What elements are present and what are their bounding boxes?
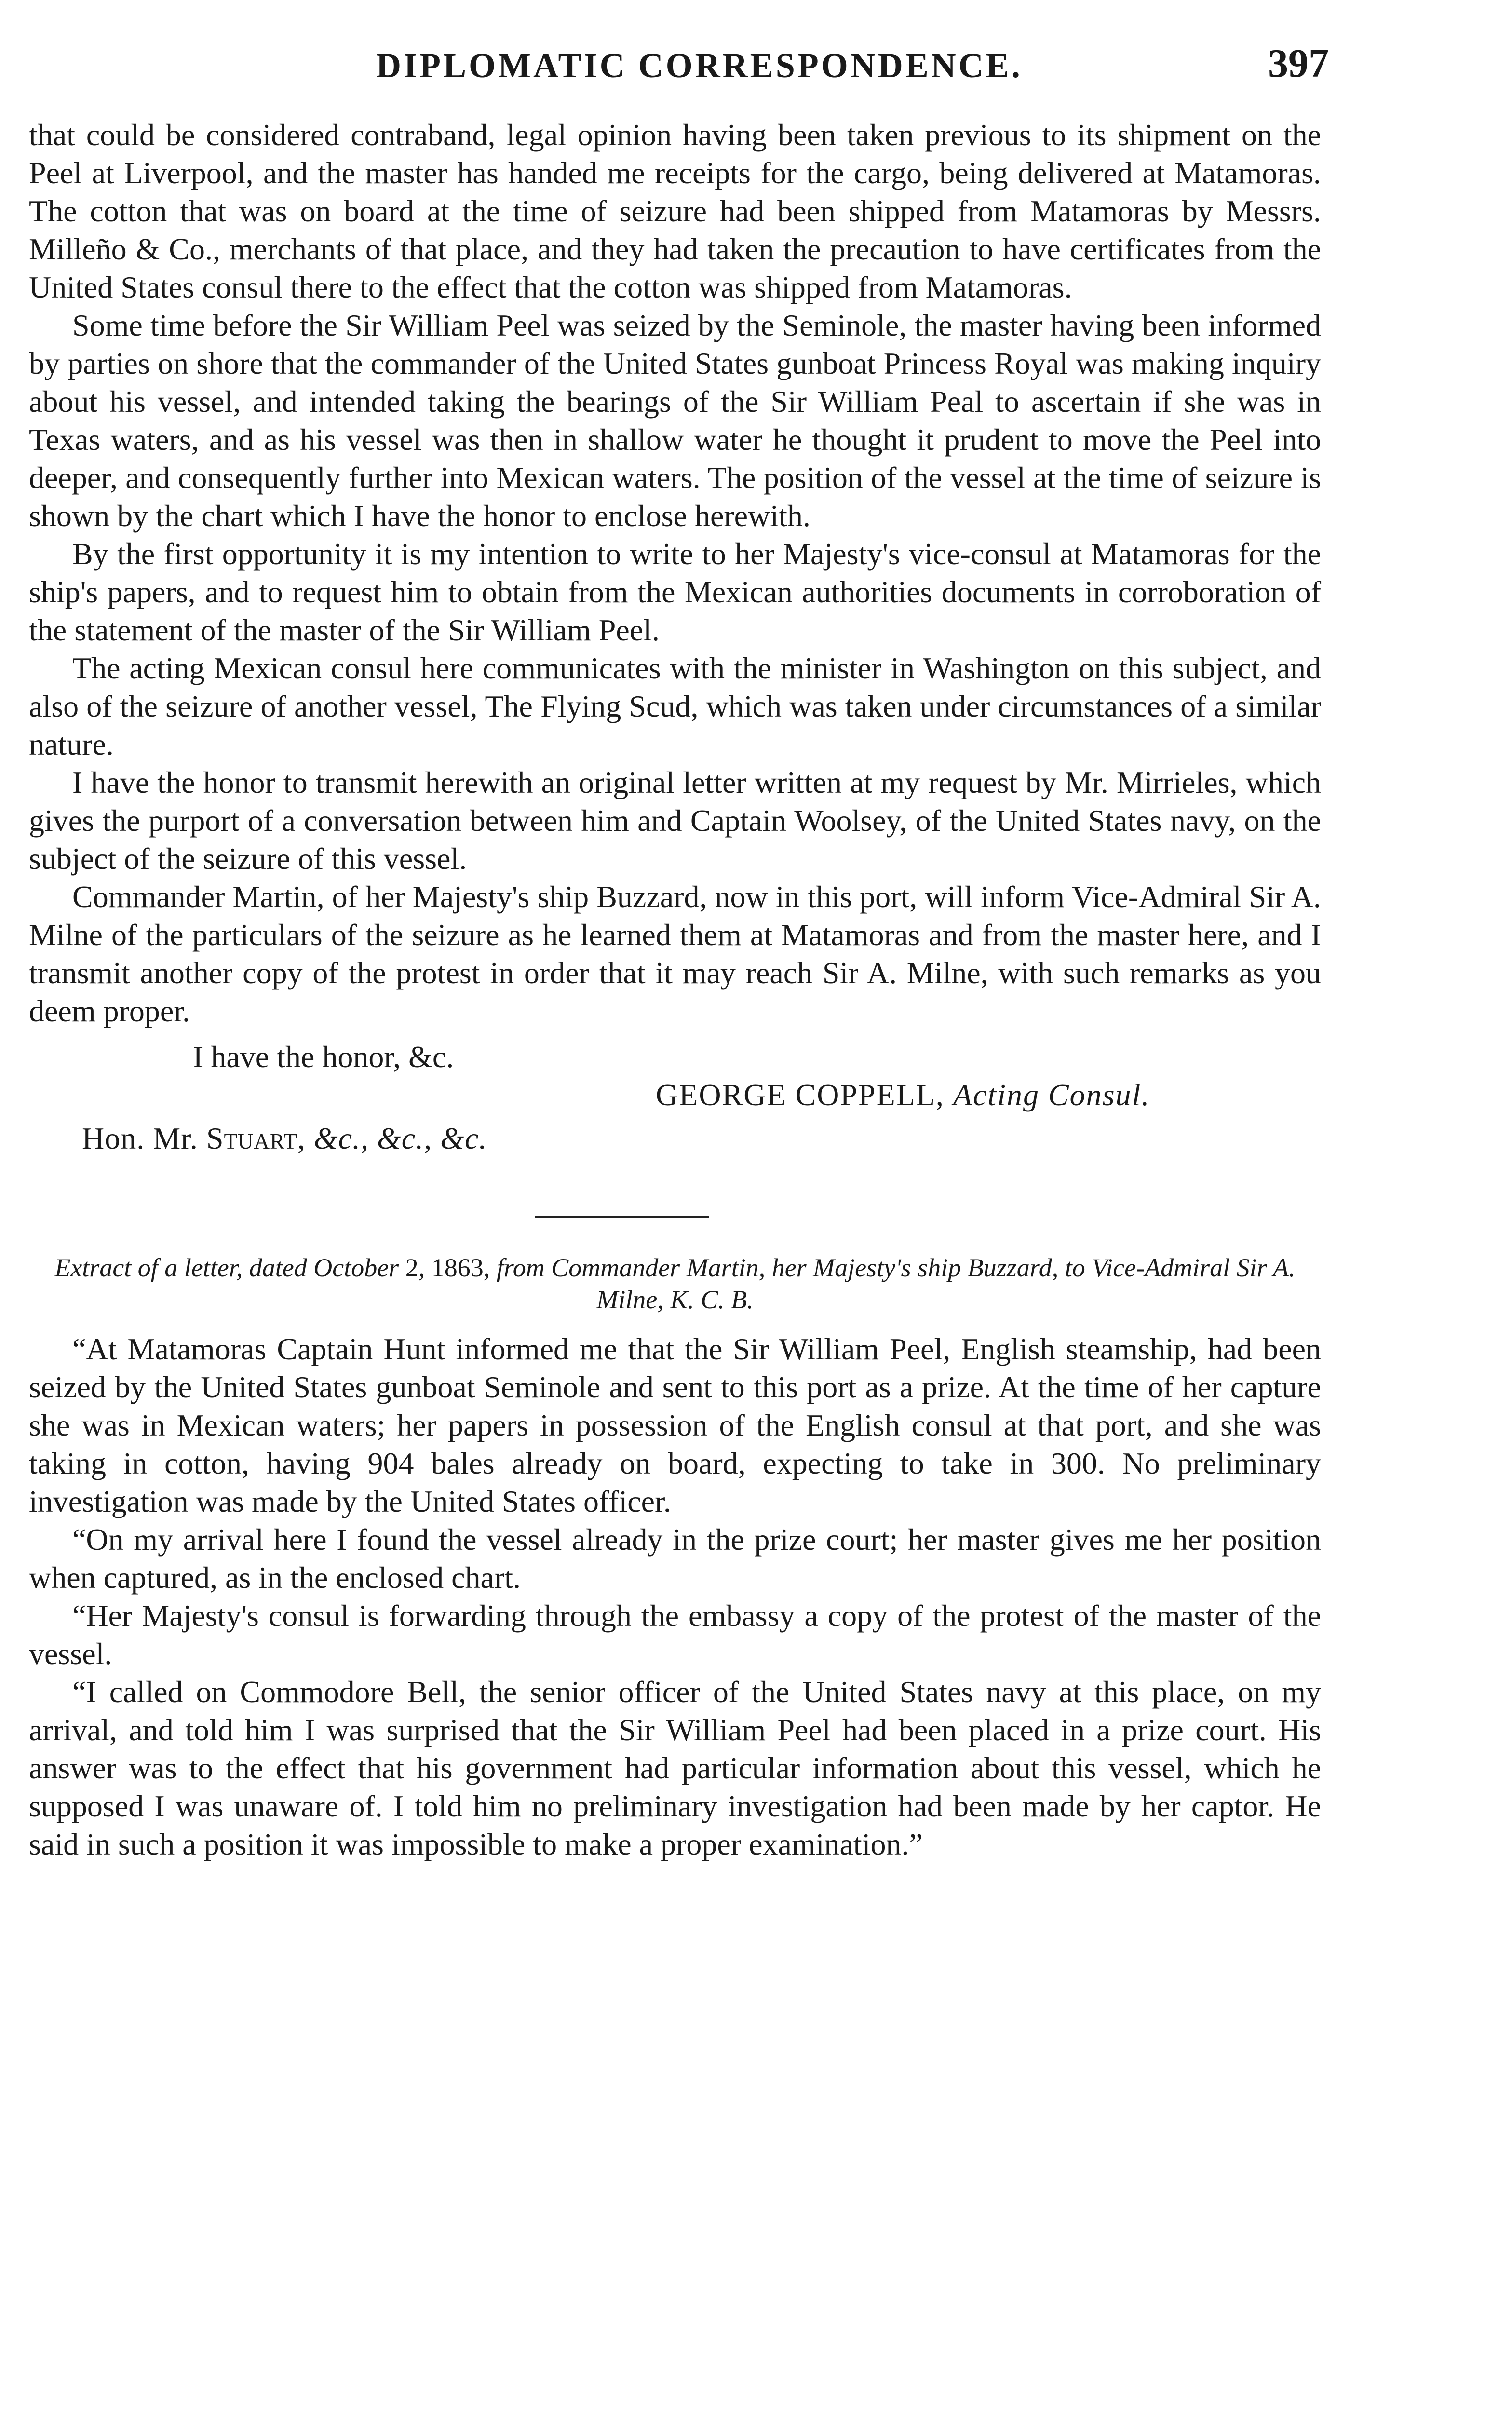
quote-paragraph: “Her Majesty's consul is forwarding through the embassy a copy of the protest of the master of the vessel. bbox=[29, 1598, 1321, 1671]
signature-title: Acting Consul. bbox=[953, 1078, 1150, 1112]
quote-paragraph: “At Matamoras Captain Hunt informed me that the Sir William Peel, English steamship, had been seized by the United States gunboat Seminole and sent to this port as a prize. At the time of her capture she was in Mexican waters; her papers in possession of the English consul at that port, and she was taking in cotton, having 904 bales already on board, expecting to take in 300. No preliminary investigation was made by the United States officer. bbox=[29, 1332, 1321, 1518]
closing-text: I have the honor, &c. bbox=[193, 1040, 454, 1074]
paragraph-continuation: that could be considered contraband, legal opinion having been taken previous to its shipment on the Peel at Liverpool, and the master has handed me receipts for the cargo, being delivered at Matamoras. The cotton that was on board at the time of seizure had been shipped from Matamoras by Messrs. Milleño & Co., merchants of that place, and they had taken the precaution to have certificates from the United States consul there to the effect that the cotton was shipped from Matamoras. bbox=[29, 118, 1321, 304]
addressee-suffix: &c., &c., &c. bbox=[313, 1121, 487, 1155]
page-header bbox=[29, 41, 1331, 94]
running-title: DIPLOMATIC CORRESPONDENCE. bbox=[376, 46, 1023, 85]
extract-heading-part1: Extract of a letter, dated October bbox=[54, 1253, 399, 1282]
closing-line bbox=[29, 1038, 1321, 1076]
signature-name: GEORGE COPPELL, bbox=[656, 1078, 945, 1112]
section-divider bbox=[535, 1216, 709, 1218]
paragraph: Some time before the Sir William Peel was seized by the Seminole, the master having been informed by parties on shore that the commander of the United States gunboat Princess Royal was making inquiry about his vessel, and intended taking the bearings of the Sir William Peal to ascertain if she was in Texas waters, and as his vessel was then in shallow water he thought it prudent to move the Peel into deeper, and consequently further into Mexican waters. The position of the vessel at the time of seizure is shown by the chart which I have the honor to enclose herewith. bbox=[29, 308, 1321, 533]
signature-line bbox=[656, 1076, 1150, 1114]
quote-paragraph: “I called on Commodore Bell, the senior officer of the United States navy at this place, on my arrival, and told him I was surprised that the Sir William Peel had been placed in a prize court. His answer was to the effect that his government had particular information about this vessel, which he supposed I was unaware of. I told him no preliminary investigation had been made by her captor. He said in such a position it was impossible to make a proper examination.” bbox=[29, 1675, 1321, 1861]
letter-body bbox=[29, 116, 1321, 1863]
quote-paragraph: “On my arrival here I found the vessel already in the prize court; her master gives me her position when captured, as in the enclosed chart. bbox=[29, 1522, 1321, 1595]
addressee-prefix: Hon. Mr. bbox=[82, 1121, 198, 1155]
page-number: 397 bbox=[1268, 41, 1329, 86]
addressee-line bbox=[82, 1119, 487, 1157]
extract-heading-part2: from Commander Martin, her Majesty's ship Buzzard, to Vice-Admiral Sir A. Milne, K. C. B. bbox=[496, 1253, 1296, 1314]
paragraph: By the first opportunity it is my intention to write to her Majesty's vice-consul at Matamoras for the ship's papers, and to request him to obtain from the Mexican authorities documents in corroboration of the statement of the master of the Sir William Peel. bbox=[29, 537, 1321, 647]
paragraph: Commander Martin, of her Majesty's ship Buzzard, now in this port, will inform Vice-Admiral Sir A. Milne of the particulars of the seizure as he learned them at Matamoras and from the master here, and I transmit another copy of the protest in order that it may reach Sir A. Milne, with such remarks as you deem proper. bbox=[29, 880, 1321, 1028]
signature-block bbox=[29, 1076, 1321, 1119]
addressee-block bbox=[29, 1119, 1321, 1167]
extract-quote bbox=[29, 1330, 1321, 1863]
paragraph: The acting Mexican consul here communicates with the minister in Washington on this subject, and also of the seizure of another vessel, The Flying Scud, which was taken under circumstances of a similar nature. bbox=[29, 651, 1321, 761]
addressee-name: Stuart, bbox=[206, 1121, 306, 1155]
extract-heading-date: 2, 1863, bbox=[405, 1253, 490, 1282]
extract-heading bbox=[39, 1252, 1311, 1315]
paragraph: I have the honor to transmit herewith an original letter written at my request by Mr. Mirrieles, which gives the purport of a conversation between him and Captain Woolsey, of the United States navy, on the subject of the seizure of this vessel. bbox=[29, 765, 1321, 876]
